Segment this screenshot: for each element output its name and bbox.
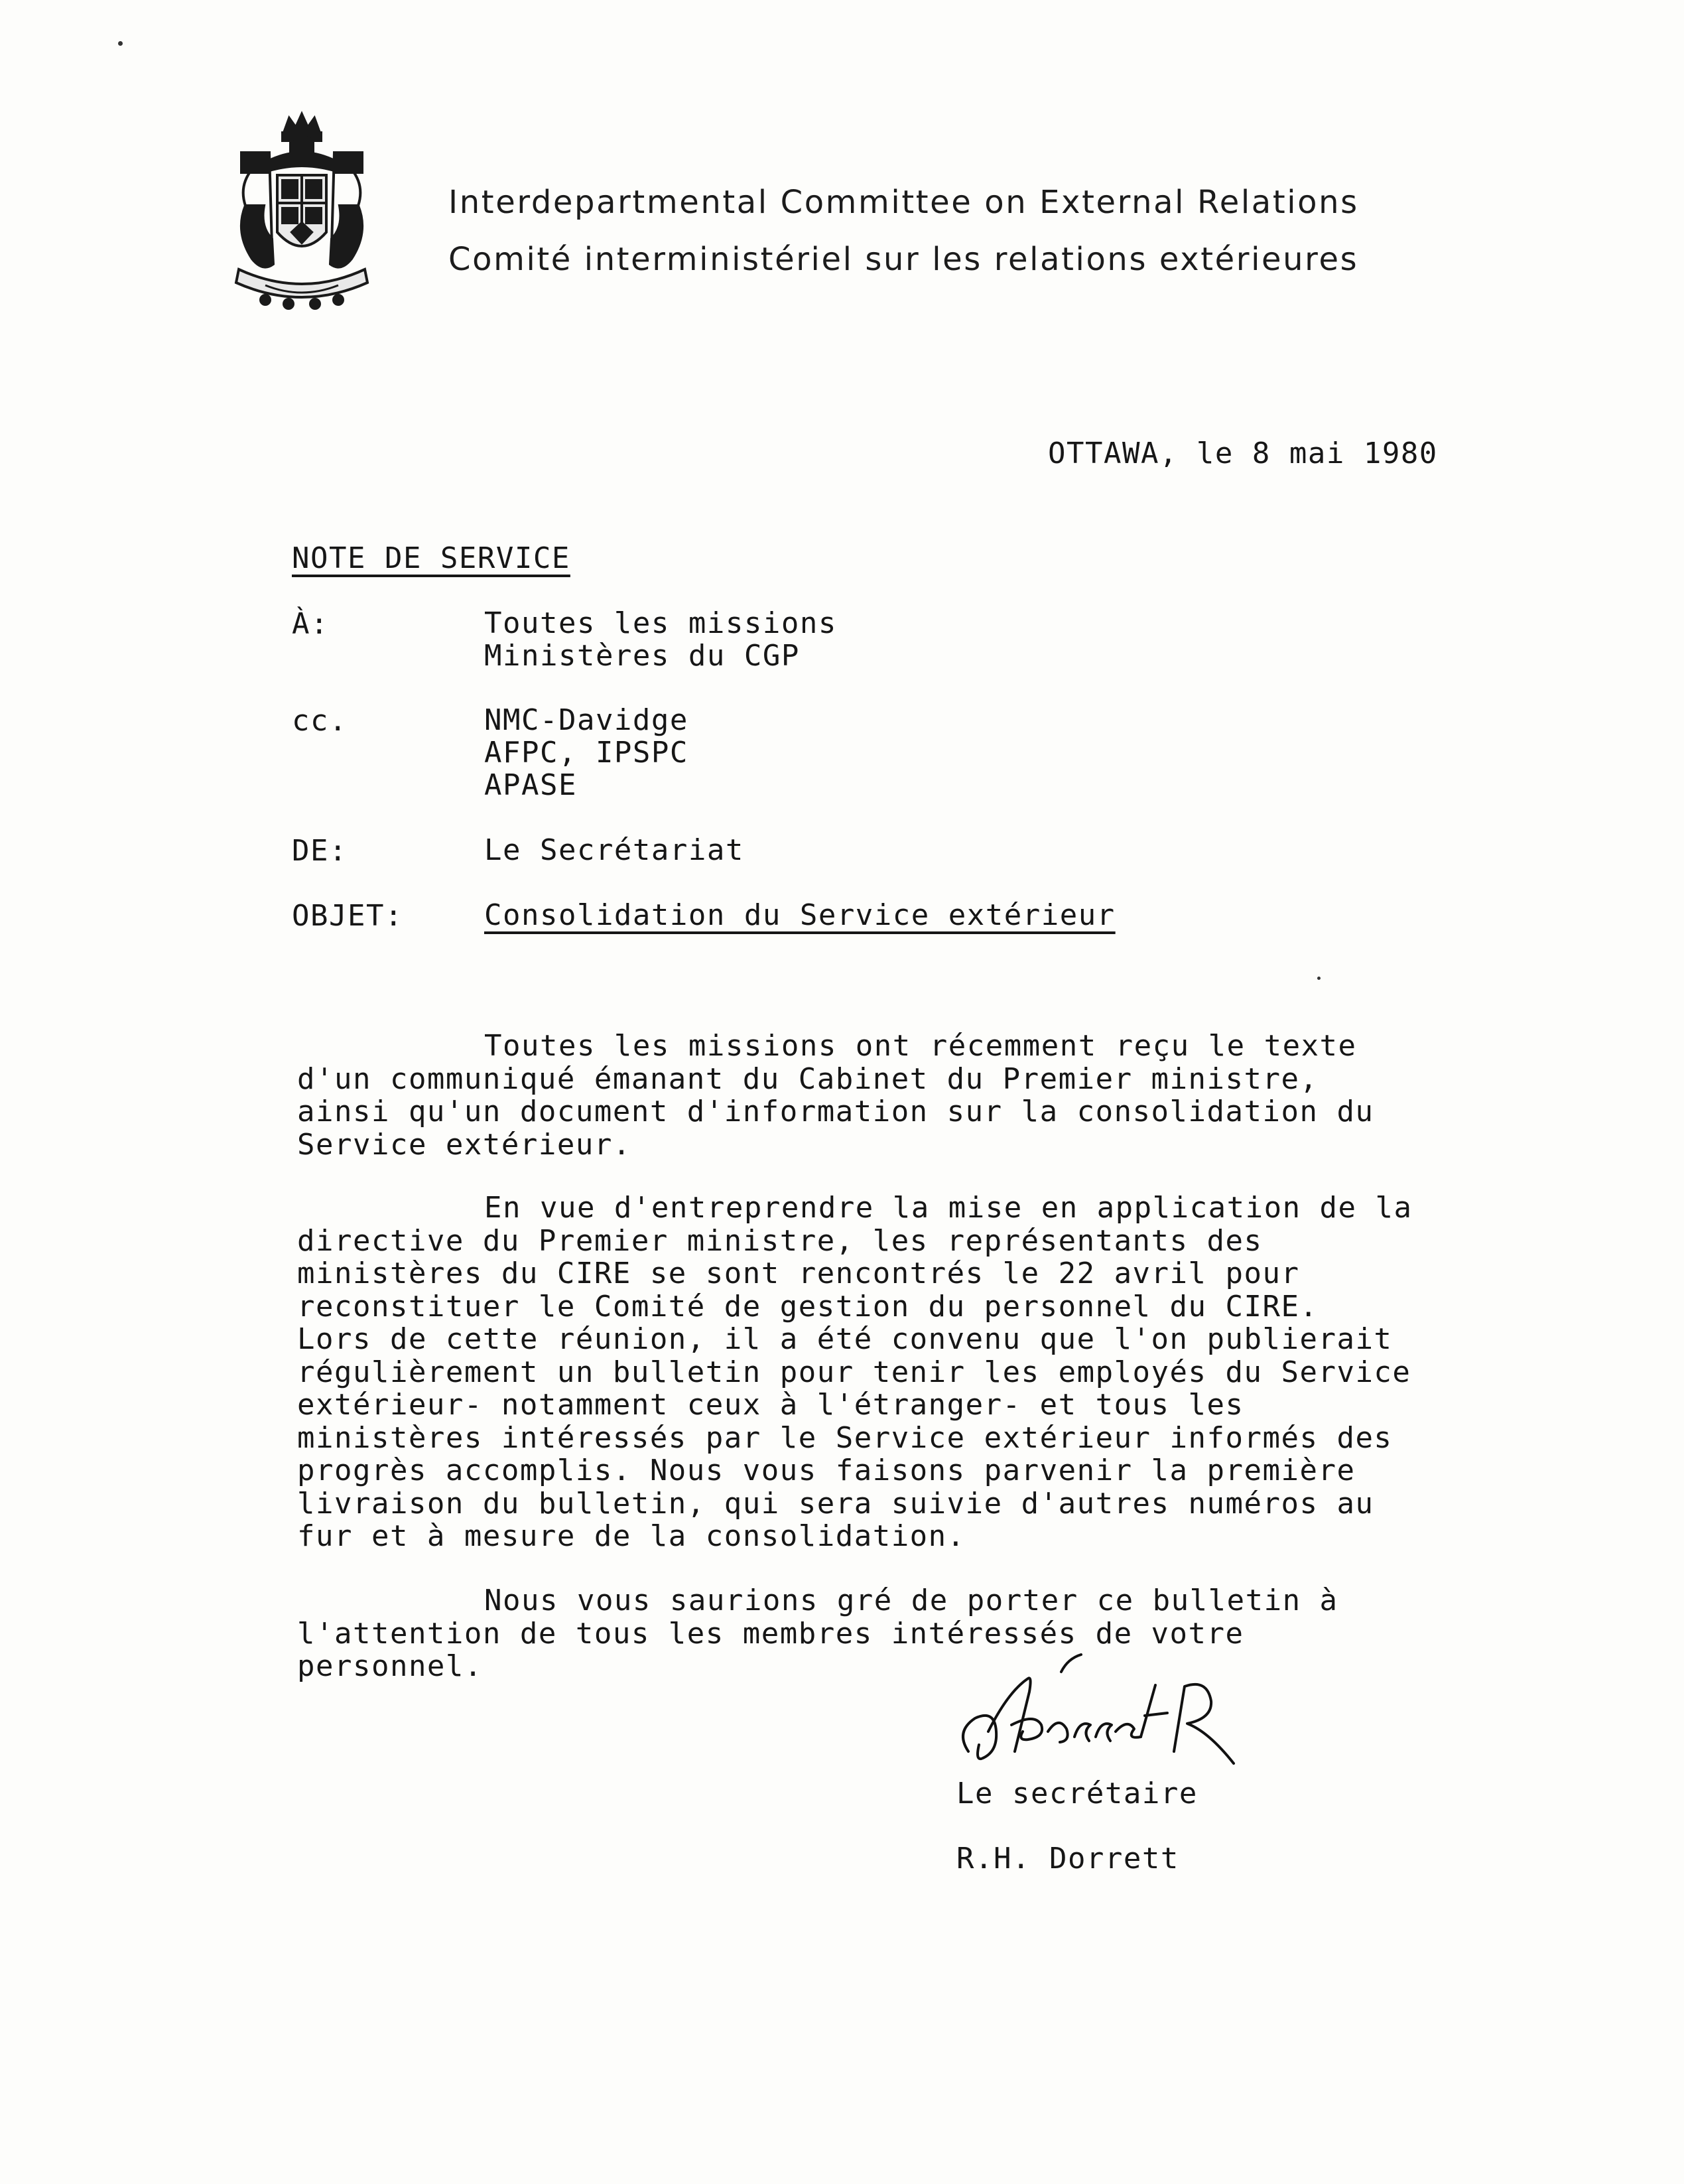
scan-speck <box>1317 977 1321 980</box>
body-line: personnel. <box>297 1649 483 1683</box>
scan-speck <box>118 41 123 46</box>
subject-label: OBJET: <box>292 899 403 933</box>
body-line: reconstituer le Comité de gestion du personnel du CIRE. <box>297 1289 1319 1324</box>
body-line: Lors de cette réunion, il a été convenu que l'on publierait <box>297 1322 1393 1356</box>
subject-values <box>484 899 1116 931</box>
body-line: extérieur- notamment ceux à l'étranger- et tous les <box>297 1388 1244 1422</box>
body-line: ministères intéressés par le Service extérieur informés des <box>297 1420 1393 1455</box>
cc-value: AFPC, IPSPC <box>484 736 688 770</box>
body-line: fur et à mesure de la consolidation. <box>297 1519 966 1553</box>
from-values <box>484 834 744 866</box>
body-line: régulièrement un bulletin pour tenir les employés du Service <box>297 1355 1411 1389</box>
letterhead <box>448 174 1359 288</box>
body-line: ainsi qu'un document d'information sur la consolidation du <box>297 1095 1374 1128</box>
body-line: Toutes les missions ont récemment reçu le texte <box>484 1029 1357 1063</box>
coat-of-arms-icon <box>226 106 378 312</box>
signatory-name: R.H. Dorrett <box>956 1842 1179 1876</box>
body-line: progrès accomplis. Nous vous faisons parvenir la première <box>297 1454 1356 1487</box>
cc-value: NMC-Davidge <box>484 703 688 737</box>
body-line: d'un communiqué émanant du Cabinet du Premier ministre, <box>297 1061 1319 1096</box>
letterhead-french: Comité interministériel sur les relations extérieures <box>448 241 1359 278</box>
body-line: l'attention de tous les membres intéressés de votre <box>297 1616 1244 1651</box>
from-value: Le Secrétariat <box>484 833 744 867</box>
from-label: DE: <box>292 834 348 868</box>
to-label: À: <box>292 607 329 641</box>
body-paragraph-2 <box>297 1192 1413 1553</box>
letterhead-english: Interdepartmental Committee on External Relations <box>448 184 1359 221</box>
body-line: En vue d'entreprendre la mise en application de la <box>484 1191 1413 1225</box>
cc-label: cc. <box>292 704 348 738</box>
cc-values <box>484 704 688 801</box>
body-line: livraison du bulletin, qui sera suivie d'autres numéros au <box>297 1486 1374 1521</box>
signatory-title: Le secrétaire <box>956 1777 1198 1810</box>
body-line: ministères du CIRE se sont rencontrés le 22 avril pour <box>297 1257 1300 1290</box>
body-line: Nous vous saurions gré de porter ce bulletin à <box>484 1584 1338 1617</box>
to-value: Ministères du CGP <box>484 639 800 673</box>
handwritten-signature <box>948 1652 1267 1785</box>
dateline: OTTAWA, le 8 mai 1980 <box>1048 437 1438 470</box>
to-value: Toutes les missions <box>484 606 837 640</box>
memo-title: NOTE DE SERVICE <box>292 541 570 575</box>
to-values <box>484 607 837 672</box>
body-paragraph-1 <box>297 1030 1374 1161</box>
body-line: directive du Premier ministre, les représentants des <box>297 1223 1263 1258</box>
cc-value: APASE <box>484 768 577 802</box>
subject-value: Consolidation du Service extérieur <box>484 898 1116 932</box>
body-line: Service extérieur. <box>297 1127 631 1162</box>
